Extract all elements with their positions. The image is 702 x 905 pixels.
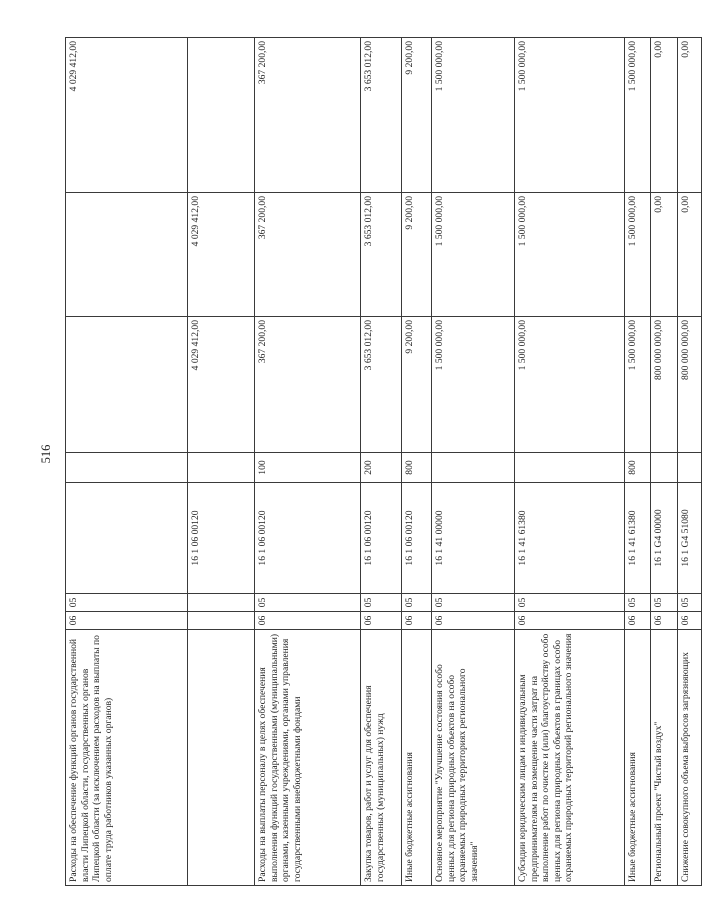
cell-amount-1: 800 000 000,00 xyxy=(678,317,702,453)
cell-target-code xyxy=(66,483,188,594)
cell-section xyxy=(188,612,255,630)
cell-subsection: 05 xyxy=(402,594,432,612)
cell-subsection: 05 xyxy=(361,594,402,612)
cell-expense-type xyxy=(651,453,678,483)
cell-name: Иные бюджетные ассигнования xyxy=(625,630,651,886)
cell-amount-3 xyxy=(188,38,255,193)
cell-subsection: 05 xyxy=(515,594,625,612)
cell-amount-2: 367 200,00 xyxy=(255,193,361,317)
cell-expense-type xyxy=(188,453,255,483)
cell-target-code: 16 1 06 00120 xyxy=(361,483,402,594)
cell-subsection: 05 xyxy=(651,594,678,612)
cell-amount-2: 0,00 xyxy=(678,193,702,317)
cell-section: 06 xyxy=(515,612,625,630)
cell-amount-1: 367 200,00 xyxy=(255,317,361,453)
cell-amount-2: 0,00 xyxy=(651,193,678,317)
cell-amount-1: 4 029 412,00 xyxy=(188,317,255,453)
table-row xyxy=(361,38,402,886)
cell-subsection: 05 xyxy=(678,594,702,612)
cell-name: Снижение совокупного объема выбросов загрязняющих xyxy=(678,630,702,886)
cell-amount-2: 3 653 012,00 xyxy=(361,193,402,317)
cell-amount-1: 1 500 000,00 xyxy=(515,317,625,453)
cell-amount-1: 800 000 000,00 xyxy=(651,317,678,453)
cell-section: 06 xyxy=(361,612,402,630)
table-row xyxy=(188,38,255,886)
cell-amount-3: 3 653 012,00 xyxy=(361,38,402,193)
cell-subsection: 05 xyxy=(255,594,361,612)
cell-amount-3: 1 500 000,00 xyxy=(515,38,625,193)
cell-target-code: 16 1 06 00120 xyxy=(255,483,361,594)
cell-amount-3: 367 200,00 xyxy=(255,38,361,193)
cell-amount-1 xyxy=(66,317,188,453)
table-row xyxy=(66,38,188,886)
cell-section: 06 xyxy=(678,612,702,630)
cell-section: 06 xyxy=(625,612,651,630)
cell-amount-3: 4 029 412,00 xyxy=(66,38,188,193)
budget-table xyxy=(65,37,702,886)
cell-amount-2 xyxy=(66,193,188,317)
cell-name: Закупка товаров, работ и услуг для обеспечения государственных (муниципальных) нужд xyxy=(361,630,402,886)
cell-expense-type: 100 xyxy=(255,453,361,483)
cell-expense-type: 800 xyxy=(402,453,432,483)
cell-amount-2: 4 029 412,00 xyxy=(188,193,255,317)
cell-amount-2: 1 500 000,00 xyxy=(432,193,515,317)
cell-amount-1: 3 653 012,00 xyxy=(361,317,402,453)
cell-subsection: 05 xyxy=(625,594,651,612)
cell-amount-1: 1 500 000,00 xyxy=(432,317,515,453)
cell-amount-2: 1 500 000,00 xyxy=(625,193,651,317)
cell-amount-3: 0,00 xyxy=(651,38,678,193)
cell-subsection: 05 xyxy=(432,594,515,612)
cell-expense-type: 800 xyxy=(625,453,651,483)
cell-amount-3: 0,00 xyxy=(678,38,702,193)
table-row xyxy=(402,38,432,886)
cell-section: 06 xyxy=(255,612,361,630)
cell-name: Региональный проект "Чистый воздух" xyxy=(651,630,678,886)
table-row xyxy=(678,38,702,886)
cell-amount-3: 1 500 000,00 xyxy=(625,38,651,193)
cell-target-code: 16 1 41 00000 xyxy=(432,483,515,594)
cell-amount-3: 9 200,00 xyxy=(402,38,432,193)
cell-section: 06 xyxy=(432,612,515,630)
cell-name: Иные бюджетные ассигнования xyxy=(402,630,432,886)
table-row xyxy=(432,38,515,886)
cell-name: Субсидии юридическим лицам и индивидуальным предпринимателям на возмещение части затрат на выполнение работ по очистке и (или) благоустройству особо ценных для региона природных объектов в границах особо охраняемых природных территорий регионального значения xyxy=(515,630,625,886)
cell-expense-type xyxy=(66,453,188,483)
page-number: 516 xyxy=(39,444,53,464)
cell-name xyxy=(188,630,255,886)
cell-expense-type: 200 xyxy=(361,453,402,483)
cell-name: Расходы на выплаты персоналу в целях обеспечения выполнения функций государственными (муниципальными) органами, казенными учреждениями, органами управления государственными внебюджетными фондами xyxy=(255,630,361,886)
cell-target-code: 16 1 G4 00000 xyxy=(651,483,678,594)
table-row xyxy=(515,38,625,886)
cell-target-code: 16 1 G4 51080 xyxy=(678,483,702,594)
table-row xyxy=(255,38,361,886)
cell-amount-2: 9 200,00 xyxy=(402,193,432,317)
cell-target-code: 16 1 06 00120 xyxy=(402,483,432,594)
cell-amount-2: 1 500 000,00 xyxy=(515,193,625,317)
cell-section: 06 xyxy=(651,612,678,630)
cell-target-code: 16 1 41 61380 xyxy=(625,483,651,594)
budget-table-sheet xyxy=(65,38,691,886)
cell-subsection xyxy=(188,594,255,612)
cell-target-code: 16 1 41 61380 xyxy=(515,483,625,594)
cell-expense-type xyxy=(432,453,515,483)
cell-expense-type xyxy=(515,453,625,483)
cell-target-code: 16 1 06 00120 xyxy=(188,483,255,594)
cell-expense-type xyxy=(678,453,702,483)
cell-section: 06 xyxy=(66,612,188,630)
cell-name: Расходы на обеспечение функций органов государственной власти Липецкой области, государственных органов Липецкой области (за исключением расходов на выплаты по оплате труда работников указанных органов) xyxy=(66,630,188,886)
cell-amount-1: 1 500 000,00 xyxy=(625,317,651,453)
cell-section: 06 xyxy=(402,612,432,630)
cell-subsection: 05 xyxy=(66,594,188,612)
table-row xyxy=(651,38,678,886)
cell-amount-1: 9 200,00 xyxy=(402,317,432,453)
table-row xyxy=(625,38,651,886)
cell-name: Основное мероприятие "Улучшение состояния особо ценных для региона природных объектов на особо охраняемых природных территориях регионального значения" xyxy=(432,630,515,886)
cell-amount-3: 1 500 000,00 xyxy=(432,38,515,193)
